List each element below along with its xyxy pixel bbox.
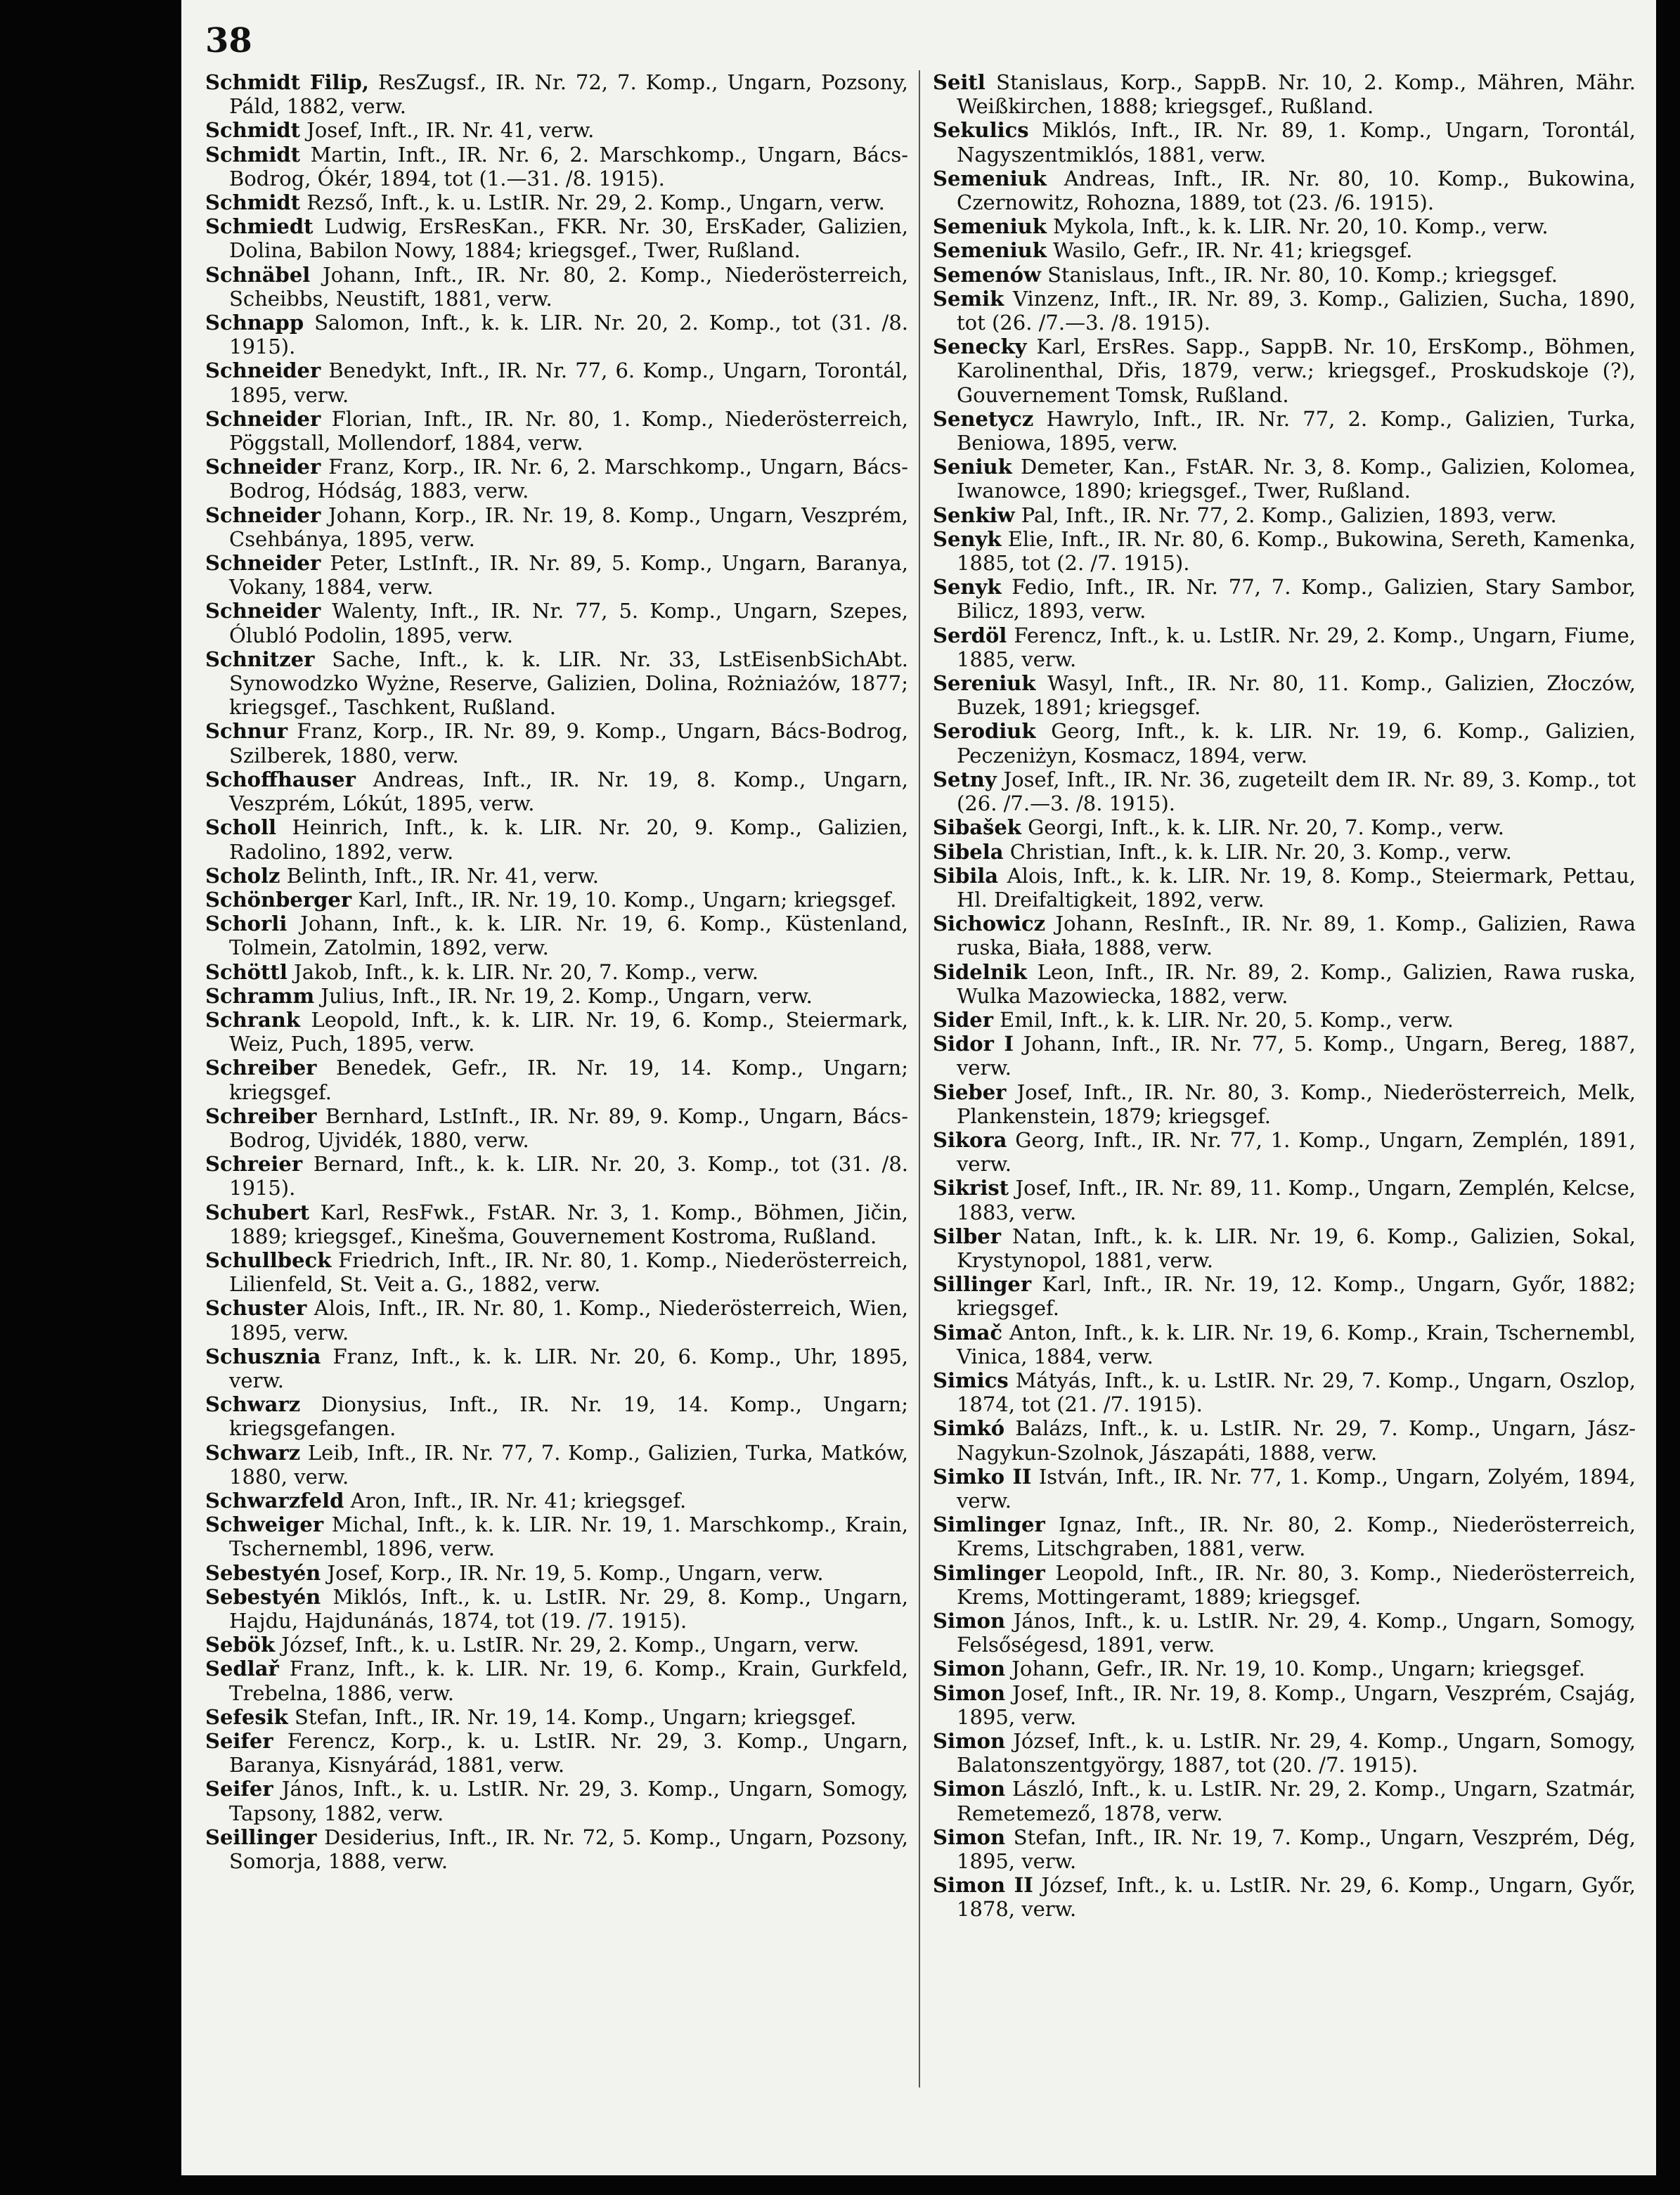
list-item (933, 70, 1636, 118)
entry-surname: Seitl (933, 70, 986, 94)
entry-surname: Schramm (205, 983, 315, 1008)
entry-surname: Silber (933, 1224, 1001, 1248)
list-item (205, 647, 908, 720)
list-item (205, 1248, 908, 1296)
entry-surname: Serodiuk (933, 719, 1036, 744)
entry-surname: Sibela (933, 839, 1004, 864)
list-item (205, 912, 908, 959)
entry-details: Leopold, Inft., IR. Nr. 80, 3. Komp., Niederösterreich, Krems, Mottingeramt, 1889; kriegsgef. (957, 1560, 1636, 1609)
list-item (933, 1609, 1636, 1657)
entry-details: Aron, Inft., IR. Nr. 41; kriegsgef. (344, 1488, 687, 1513)
entry-surname: Sieber (933, 1080, 1007, 1104)
list-item (933, 1416, 1636, 1464)
list-item (933, 1176, 1636, 1224)
entry-surname: Schreiber (205, 1103, 317, 1128)
page-number: 38 (205, 21, 252, 60)
entry-details: Miklós, Inft., IR. Nr. 89, 1. Komp., Ungarn, Torontál, Nagyszentmiklós, 1881, verw. (957, 118, 1636, 167)
entry-surname: Sedlař (205, 1657, 279, 1681)
entry-surname: Sidor I (933, 1032, 1014, 1056)
list-item (933, 1008, 1636, 1032)
entry-details: Johann, Inft., k. k. LIR. Nr. 19, 6. Komp., Küstenland, Tolmein, Zatolmin, 1892, verw. (229, 912, 908, 960)
list-item (933, 1561, 1636, 1609)
list-item (205, 960, 908, 984)
list-item (205, 143, 908, 190)
entry-surname: Simač (933, 1320, 1003, 1345)
list-item (933, 1681, 1636, 1729)
entry-details: Belinth, Inft., IR. Nr. 41, verw. (280, 863, 599, 888)
entry-surname: Senyk (933, 526, 1002, 551)
list-item (933, 1272, 1636, 1320)
entry-details: Florian, Inft., IR. Nr. 80, 1. Komp., Niederösterreich, Pöggstall, Mollendorf, 1884, verw. (229, 406, 908, 455)
list-item (205, 455, 908, 503)
list-item (205, 1104, 908, 1152)
entry-details: ResZugsf., IR. Nr. 72, 7. Komp., Ungarn, Pozsony, Páld, 1882, verw. (229, 70, 909, 119)
entry-details: László, Inft., k. u. LstIR. Nr. 29, 2. Komp., Ungarn, Szatmár, Remetemező, 1878, verw. (957, 1777, 1636, 1825)
entry-surname: Semeniuk (933, 238, 1047, 263)
entry-surname: Schneider (205, 406, 321, 431)
list-item (205, 1392, 908, 1440)
entry-details: Alois, Inft., k. k. LIR. Nr. 19, 8. Komp., Steiermark, Pettau, Hl. Dreifaltigkeit, 1892, verw. (957, 863, 1636, 912)
entry-details: Ludwig, ErsResKan., FKR. Nr. 30, ErsKader, Galizien, Dolina, Babilon Nowy, 1884; kriegsgef., Twer, Rußland. (229, 214, 908, 263)
entry-surname: Schwarz (205, 1392, 301, 1417)
entry-details: Georg, Inft., k. k. LIR. Nr. 19, 6. Komp., Galizien, Peczeniżyn, Kosmacz, 1894, verw. (957, 719, 1636, 768)
list-item (933, 1729, 1636, 1777)
entry-details: Karl, ResFwk., FstAR. Nr. 3, 1. Komp., Böhmen, Jičin, 1889; kriegsgef., Kinešma, Gouvernement Kostroma, Rußland. (229, 1200, 908, 1248)
entry-surname: Scholz (205, 863, 280, 888)
scan-border-right (1656, 0, 1680, 2195)
list-item (933, 1825, 1636, 1873)
entry-details: Michal, Inft., k. k. LIR. Nr. 19, 1. Marschkomp., Krain, Tschernembl, 1896, verw. (229, 1513, 908, 1561)
entry-details: Balázs, Inft., k. u. LstIR. Nr. 29, 7. Komp., Ungarn, Jász-Nagykun-Szolnok, Jászapáti, 1888, verw. (957, 1416, 1636, 1465)
entry-details: Ferencz, Inft., k. u. LstIR. Nr. 29, 2. Komp., Ungarn, Fiume, 1885, verw. (957, 623, 1636, 671)
entry-details: Josef, Inft., IR. Nr. 89, 11. Komp., Ungarn, Zemplén, Kelcse, 1883, verw. (957, 1176, 1636, 1224)
list-item (933, 1080, 1636, 1128)
list-item (933, 1777, 1636, 1825)
entry-surname: Schneider (205, 599, 321, 623)
entry-details: Johann, Korp., IR. Nr. 19, 8. Komp., Ungarn, Veszprém, Csehbánya, 1895, verw. (229, 503, 908, 551)
entry-details: Walenty, Inft., IR. Nr. 77, 5. Komp., Ungarn, Szepes, Ólubló Podolin, 1895, verw. (229, 599, 908, 647)
list-item (933, 864, 1636, 912)
entry-surname: Schnur (205, 719, 288, 744)
entry-details: Salomon, Inft., k. k. LIR. Nr. 20, 2. Komp., tot (31. /8. 1915). (229, 311, 908, 359)
entry-details: Benedykt, Inft., IR. Nr. 77, 6. Komp., Ungarn, Torontál, 1895, verw. (229, 358, 908, 407)
list-item (205, 1152, 908, 1200)
entry-surname: Semeniuk (933, 166, 1047, 190)
list-item (205, 1056, 908, 1103)
entry-surname: Sekulics (933, 118, 1029, 143)
list-item (205, 1657, 908, 1704)
list-item (205, 599, 908, 647)
entry-surname: Senecky (933, 335, 1027, 359)
list-item (933, 455, 1636, 503)
entry-details: Karl, Inft., IR. Nr. 19, 10. Komp., Ungarn; kriegsgef. (351, 887, 897, 912)
entry-details: Franz, Inft., k. k. LIR. Nr. 20, 6. Komp., Uhr, 1895, verw. (229, 1344, 908, 1392)
entry-details: Stanislaus, Inft., IR. Nr. 80, 10. Komp.; kriegsgef. (1040, 262, 1558, 287)
entry-details: Franz, Inft., k. k. LIR. Nr. 19, 6. Komp., Krain, Gurkfeld, Trebelna, 1886, verw. (229, 1657, 908, 1705)
list-item (205, 407, 908, 455)
list-item (933, 214, 1636, 238)
entry-details: Wasyl, Inft., IR. Nr. 80, 11. Komp., Galizien, Złoczów, Buzek, 1891; kriegsgef. (957, 671, 1636, 720)
entry-surname: Schmidt (205, 118, 301, 143)
list-item (933, 1128, 1636, 1176)
entry-surname: Schmiedt (205, 214, 314, 239)
entry-details: Stefan, Inft., IR. Nr. 19, 7. Komp., Ungarn, Veszprém, Dég, 1895, verw. (957, 1825, 1636, 1874)
entry-surname: Serdöl (933, 623, 1007, 647)
list-item (205, 1585, 908, 1633)
entry-details: Franz, Korp., IR. Nr. 6, 2. Marschkomp., Ungarn, Bács-Bodrog, Hódság, 1883, verw. (229, 455, 908, 503)
list-item (933, 118, 1636, 166)
entry-surname: Sider (933, 1007, 993, 1032)
entry-surname: Schusznia (205, 1344, 321, 1368)
list-item (933, 1032, 1636, 1080)
list-item (933, 238, 1636, 262)
entry-surname: Simlinger (933, 1513, 1045, 1537)
entry-details: Josef, Inft., IR. Nr. 41, verw. (300, 118, 595, 143)
entry-details: Franz, Korp., IR. Nr. 89, 9. Komp., Ungarn, Bács-Bodrog, Szilberek, 1880, verw. (229, 719, 908, 768)
entry-details: Desiderius, Inft., IR. Nr. 72, 5. Komp., Ungarn, Pozsony, Somorja, 1888, verw. (229, 1825, 908, 1874)
list-item (205, 888, 908, 912)
entry-surname: Schrank (205, 1007, 300, 1032)
scan-border-left (0, 0, 181, 2195)
entry-details: Bernhard, LstInft., IR. Nr. 89, 9. Komp., Ungarn, Bács-Bodrog, Ujvidék, 1880, verw. (229, 1103, 908, 1152)
entry-surname: Sefesik (205, 1704, 288, 1729)
list-item (933, 1368, 1636, 1416)
entry-details: Josef, Inft., IR. Nr. 80, 3. Komp., Niederösterreich, Melk, Plankenstein, 1879; kriegsgef. (957, 1080, 1636, 1128)
list-item (205, 1825, 908, 1873)
list-item (933, 1465, 1636, 1513)
list-item (205, 1345, 908, 1392)
entry-details: Josef, Inft., IR. Nr. 36, zugeteilt dem IR. Nr. 89, 3. Komp., tot (26. /7.—3. /8. 1915). (957, 767, 1636, 816)
entry-surname: Sibašek (933, 815, 1021, 840)
list-item (205, 1200, 908, 1248)
entry-surname: Seifer (205, 1777, 273, 1801)
list-item (933, 1657, 1636, 1681)
entry-details: Martin, Inft., IR. Nr. 6, 2. Marschkomp., Ungarn, Bács-Bodrog, Ókér, 1894, tot (1.—31. /8. 1915). (229, 142, 908, 190)
entry-details: Fedio, Inft., IR. Nr. 77, 7. Komp., Galizien, Stary Sambor, Bilicz, 1893, verw. (957, 575, 1636, 623)
entry-surname: Sebestyén (205, 1584, 321, 1609)
list-item (205, 1489, 908, 1513)
list-item (205, 1777, 908, 1825)
list-item (933, 263, 1636, 287)
entry-surname: Schuster (205, 1296, 307, 1321)
entry-details: Josef, Korp., IR. Nr. 19, 5. Komp., Ungarn, verw. (321, 1560, 824, 1585)
entry-details: Ignaz, Inft., IR. Nr. 80, 2. Komp., Niederösterreich, Krems, Litschgraben, 1881, verw. (957, 1513, 1636, 1561)
entry-surname: Schneider (205, 503, 321, 527)
entry-details: Rezső, Inft., k. u. LstIR. Nr. 29, 2. Komp., Ungarn, verw. (300, 190, 885, 215)
entry-details: János, Inft., k. u. LstIR. Nr. 29, 3. Komp., Ungarn, Somogy, Tapsony, 1882, verw. (229, 1777, 908, 1825)
entry-surname: Sebestyén (205, 1560, 321, 1585)
list-item (205, 503, 908, 551)
entry-surname: Sichowicz (933, 912, 1046, 936)
list-item (933, 671, 1636, 719)
entry-details: Karl, Inft., IR. Nr. 19, 12. Komp., Ungarn, Győr, 1882; kriegsgef. (957, 1272, 1636, 1321)
entry-surname: Simon (933, 1777, 1006, 1801)
list-item (205, 1296, 908, 1344)
entry-details: Miklós, Inft., k. u. LstIR. Nr. 29, 8. Komp., Ungarn, Hajdu, Hajdunánás, 1874, tot (19. /7. 1915). (229, 1584, 908, 1633)
entry-surname: Sebök (205, 1633, 276, 1657)
entry-surname: Seifer (205, 1729, 273, 1754)
entry-surname: Schmidt (205, 142, 301, 167)
entry-details: József, Inft., k. u. LstIR. Nr. 29, 6. Komp., Ungarn, Győr, 1878, verw. (957, 1873, 1636, 1922)
entry-surname: Schöttl (205, 959, 287, 984)
entry-details: Andreas, Inft., IR. Nr. 19, 8. Komp., Ungarn, Veszprém, Lókút, 1895, verw. (229, 767, 908, 816)
entry-details: Natan, Inft., k. k. LIR. Nr. 19, 6. Komp., Galizien, Sokal, Krystynopol, 1881, verw. (957, 1224, 1636, 1272)
entry-surname: Simko II (933, 1464, 1032, 1489)
entry-surname: Simon II (933, 1873, 1033, 1898)
list-item (933, 1513, 1636, 1560)
entry-details: Bernard, Inft., k. k. LIR. Nr. 20, 3. Komp., tot (31. /8. 1915). (229, 1152, 908, 1200)
list-item (933, 623, 1636, 671)
list-item (933, 815, 1636, 839)
entry-details: Johann, Inft., IR. Nr. 77, 5. Komp., Ungarn, Bereg, 1887, verw. (957, 1032, 1636, 1080)
entry-details: János, Inft., k. u. LstIR. Nr. 29, 4. Komp., Ungarn, Somogy, Felsőségesd, 1891, verw. (957, 1609, 1636, 1657)
entry-surname: Seillinger (205, 1825, 317, 1849)
entry-surname: Schorli (205, 912, 287, 936)
list-item (205, 864, 908, 888)
entry-details: Mátyás, Inft., k. u. LstIR. Nr. 29, 7. Komp., Ungarn, Oszlop, 1874, tot (21. /7. 1915). (957, 1368, 1636, 1417)
list-item (205, 70, 908, 118)
entry-details: Julius, Inft., IR. Nr. 19, 2. Komp., Ungarn, verw. (314, 983, 813, 1008)
entry-details: Josef, Inft., IR. Nr. 19, 8. Komp., Ungarn, Veszprém, Csajág, 1895, verw. (957, 1681, 1636, 1729)
list-item (205, 1729, 908, 1777)
entry-surname: Simon (933, 1681, 1006, 1705)
entry-details: Jakob, Inft., k. k. LIR. Nr. 20, 7. Komp., verw. (287, 959, 758, 984)
list-item (933, 768, 1636, 815)
entry-surname: Schnapp (205, 311, 304, 335)
entry-surname: Sikrist (933, 1176, 1009, 1200)
entry-details: Elie, Inft., IR. Nr. 80, 6. Komp., Bukowina, Sereth, Kamenka, 1885, tot (2. /7. 1915). (957, 526, 1636, 576)
entry-details: Pal, Inft., IR. Nr. 77, 2. Komp., Galizien, 1893, verw. (1014, 503, 1557, 527)
entry-details: Ferencz, Korp., k. u. LstIR. Nr. 29, 3. Komp., Ungarn, Baranya, Kisnyárád, 1881, verw. (229, 1729, 908, 1778)
list-item (933, 719, 1636, 767)
list-item (933, 960, 1636, 1008)
entry-details: József, Inft., k. u. LstIR. Nr. 29, 4. Komp., Ungarn, Somogy, Balatonszentgyörgy, 1887, tot (20. /7. 1915). (957, 1729, 1636, 1778)
list-item (933, 527, 1636, 575)
entry-surname: Simon (933, 1729, 1006, 1754)
left-column (205, 70, 908, 1873)
entry-surname: Simon (933, 1657, 1006, 1681)
entry-surname: Schneider (205, 358, 321, 383)
entry-details: Sache, Inft., k. k. LIR. Nr. 33, LstEisenbSichAbt. Synowodzko Wyżne, Reserve, Galizien, Dolina, Rożniażów, 1877; kriegsgef., Taschkent, Rußland. (229, 647, 908, 720)
list-item (933, 407, 1636, 455)
entry-surname: Simon (933, 1825, 1006, 1849)
entry-details: Stefan, Inft., IR. Nr. 19, 14. Komp., Ungarn; kriegsgef. (287, 1704, 857, 1729)
entry-details: Vinzenz, Inft., IR. Nr. 89, 3. Komp., Galizien, Sucha, 1890, tot (26. /7.—3. /8. 1915). (957, 286, 1636, 335)
entry-details: Demeter, Kan., FstAR. Nr. 3, 8. Komp., Galizien, Kolomea, Iwanowce, 1890; kriegsgef., Twer, Rußland. (957, 455, 1636, 503)
entry-surname: Schullbeck (205, 1248, 332, 1272)
list-item (205, 984, 908, 1008)
entry-surname: Schreiber (205, 1056, 317, 1080)
entry-surname: Sillinger (933, 1272, 1032, 1297)
entry-surname: Schneider (205, 455, 321, 479)
entry-details: Andreas, Inft., IR. Nr. 80, 10. Komp., Bukowina, Czernowitz, Rohozna, 1889, tot (23. /6. 1915). (957, 166, 1636, 215)
list-item (933, 575, 1636, 623)
entry-details: Anton, Inft., k. k. LIR. Nr. 19, 6. Komp., Krain, Tschernembl, Vinica, 1884, verw. (957, 1320, 1636, 1368)
entry-surname: Schnäbel (205, 262, 311, 287)
list-item (205, 719, 908, 767)
entry-details: Dionysius, Inft., IR. Nr. 19, 14. Komp., Ungarn; kriegsgefangen. (229, 1392, 908, 1441)
entry-surname: Senyk (933, 575, 1002, 600)
entry-details: Friedrich, Inft., IR. Nr. 80, 1. Komp., Niederösterreich, Lilienfeld, St. Veit a. G., 1882, verw. (229, 1248, 908, 1297)
entry-details: Alois, Inft., IR. Nr. 80, 1. Komp., Niederösterreich, Wien, 1895, verw. (229, 1296, 908, 1345)
entry-details: Emil, Inft., k. k. LIR. Nr. 20, 5. Komp., verw. (993, 1007, 1454, 1032)
entry-surname: Schnitzer (205, 647, 315, 671)
entry-details: Johann, Inft., IR. Nr. 80, 2. Komp., Niederösterreich, Scheibbs, Neustift, 1881, verw. (229, 262, 908, 311)
entry-details: Wasilo, Gefr., IR. Nr. 41; kriegsgef. (1046, 238, 1413, 263)
entry-surname: Sibila (933, 863, 999, 888)
list-item (933, 167, 1636, 214)
entry-details: Hawrylo, Inft., IR. Nr. 77, 2. Komp., Galizien, Turka, Beniowa, 1895, verw. (957, 406, 1636, 455)
entry-surname: Schwarzfeld (205, 1488, 344, 1513)
column-divider (919, 70, 920, 2087)
list-item (205, 551, 908, 599)
list-item (205, 1008, 908, 1056)
entry-surname: Senetycz (933, 406, 1034, 431)
list-item (933, 840, 1636, 864)
list-item (933, 287, 1636, 335)
list-item (205, 118, 908, 142)
entry-surname: Sidelnik (933, 959, 1027, 984)
entry-surname: Schweiger (205, 1513, 324, 1537)
entry-details: Georgi, Inft., k. k. LIR. Nr. 20, 7. Komp., verw. (1021, 815, 1505, 840)
entry-surname: Schoffhauser (205, 767, 356, 791)
entry-surname: Simics (933, 1368, 1009, 1392)
entry-details: Georg, Inft., IR. Nr. 77, 1. Komp., Ungarn, Zemplén, 1891, verw. (957, 1127, 1636, 1177)
list-item (205, 1705, 908, 1729)
list-item (205, 311, 908, 358)
entry-surname: Semik (933, 286, 1004, 311)
list-item (933, 1224, 1636, 1272)
entry-surname: Simlinger (933, 1560, 1045, 1585)
list-item (205, 1513, 908, 1560)
entry-details: Johann, Gefr., IR. Nr. 19, 10. Komp., Ungarn; kriegsgef. (1005, 1657, 1585, 1681)
entry-surname: Schmidt Filip, (205, 70, 369, 94)
entry-surname: Scholl (205, 815, 277, 840)
entry-details: Johann, ResInft., IR. Nr. 89, 1. Komp., Galizien, Rawa ruska, Biała, 1888, verw. (957, 912, 1636, 960)
scan-border-bottom (0, 2175, 1680, 2195)
entry-surname: Senkiw (933, 503, 1015, 527)
entry-details: Mykola, Inft., k. k. LIR. Nr. 20, 10. Komp., verw. (1046, 214, 1549, 239)
entry-surname: Simkó (933, 1416, 1005, 1441)
entry-details: Christian, Inft., k. k. LIR. Nr. 20, 3. Komp., verw. (1003, 839, 1512, 864)
list-item (205, 1561, 908, 1585)
entry-surname: Schönberger (205, 887, 352, 912)
list-item (933, 1873, 1636, 1921)
list-item (205, 263, 908, 311)
entry-details: Leon, Inft., IR. Nr. 89, 2. Komp., Galizien, Rawa ruska, Wulka Mazowiecka, 1882, verw. (957, 959, 1636, 1008)
list-item (205, 1441, 908, 1489)
list-item (205, 815, 908, 863)
list-item (205, 768, 908, 815)
entry-details: Karl, ErsRes. Sapp., SappB. Nr. 10, ErsKomp., Böhmen, Karolinenthal, Dřis, 1879, verw.; kriegsgef., Proskudskoje (?), Gouvernement Tomsk, Rußland. (957, 335, 1636, 407)
entry-details: Stanislaus, Korp., SappB. Nr. 10, 2. Komp., Mähren, Mähr. Weißkirchen, 1888; kriegsgef., Rußland. (957, 70, 1636, 119)
entry-details: Heinrich, Inft., k. k. LIR. Nr. 20, 9. Komp., Galizien, Radolino, 1892, verw. (229, 815, 908, 864)
right-column (933, 70, 1636, 1922)
list-item (933, 503, 1636, 527)
entry-surname: Semenów (933, 262, 1041, 287)
entry-details: Benedek, Gefr., IR. Nr. 19, 14. Komp., Ungarn; kriegsgef. (229, 1056, 908, 1104)
entry-surname: Schubert (205, 1200, 310, 1224)
entry-surname: Schwarz (205, 1440, 301, 1465)
entry-surname: Schneider (205, 551, 321, 576)
entry-details: József, Inft., k. u. LstIR. Nr. 29, 2. Komp., Ungarn, verw. (275, 1633, 860, 1657)
list-item (933, 912, 1636, 959)
entry-details: Leib, Inft., IR. Nr. 77, 7. Komp., Galizien, Turka, Matków, 1880, verw. (229, 1440, 908, 1489)
list-item (205, 1633, 908, 1657)
entry-surname: Schreier (205, 1152, 303, 1177)
list-item (933, 1321, 1636, 1368)
entry-surname: Semeniuk (933, 214, 1047, 239)
entry-details: István, Inft., IR. Nr. 77, 1. Komp., Ungarn, Zolyém, 1894, verw. (957, 1464, 1636, 1513)
entry-surname: Setny (933, 767, 997, 791)
entry-surname: Sereniuk (933, 671, 1036, 696)
entry-surname: Simon (933, 1609, 1006, 1633)
entry-details: Peter, LstInft., IR. Nr. 89, 5. Komp., Ungarn, Baranya, Vokany, 1884, verw. (229, 551, 908, 600)
list-item (205, 190, 908, 214)
list-item (933, 335, 1636, 407)
list-item (205, 214, 908, 262)
entry-surname: Sikora (933, 1127, 1007, 1152)
entry-details: Leopold, Inft., k. k. LIR. Nr. 19, 6. Komp., Steiermark, Weiz, Puch, 1895, verw. (229, 1007, 908, 1056)
list-item (205, 358, 908, 406)
entry-surname: Schmidt (205, 190, 301, 215)
entry-surname: Seniuk (933, 455, 1012, 479)
